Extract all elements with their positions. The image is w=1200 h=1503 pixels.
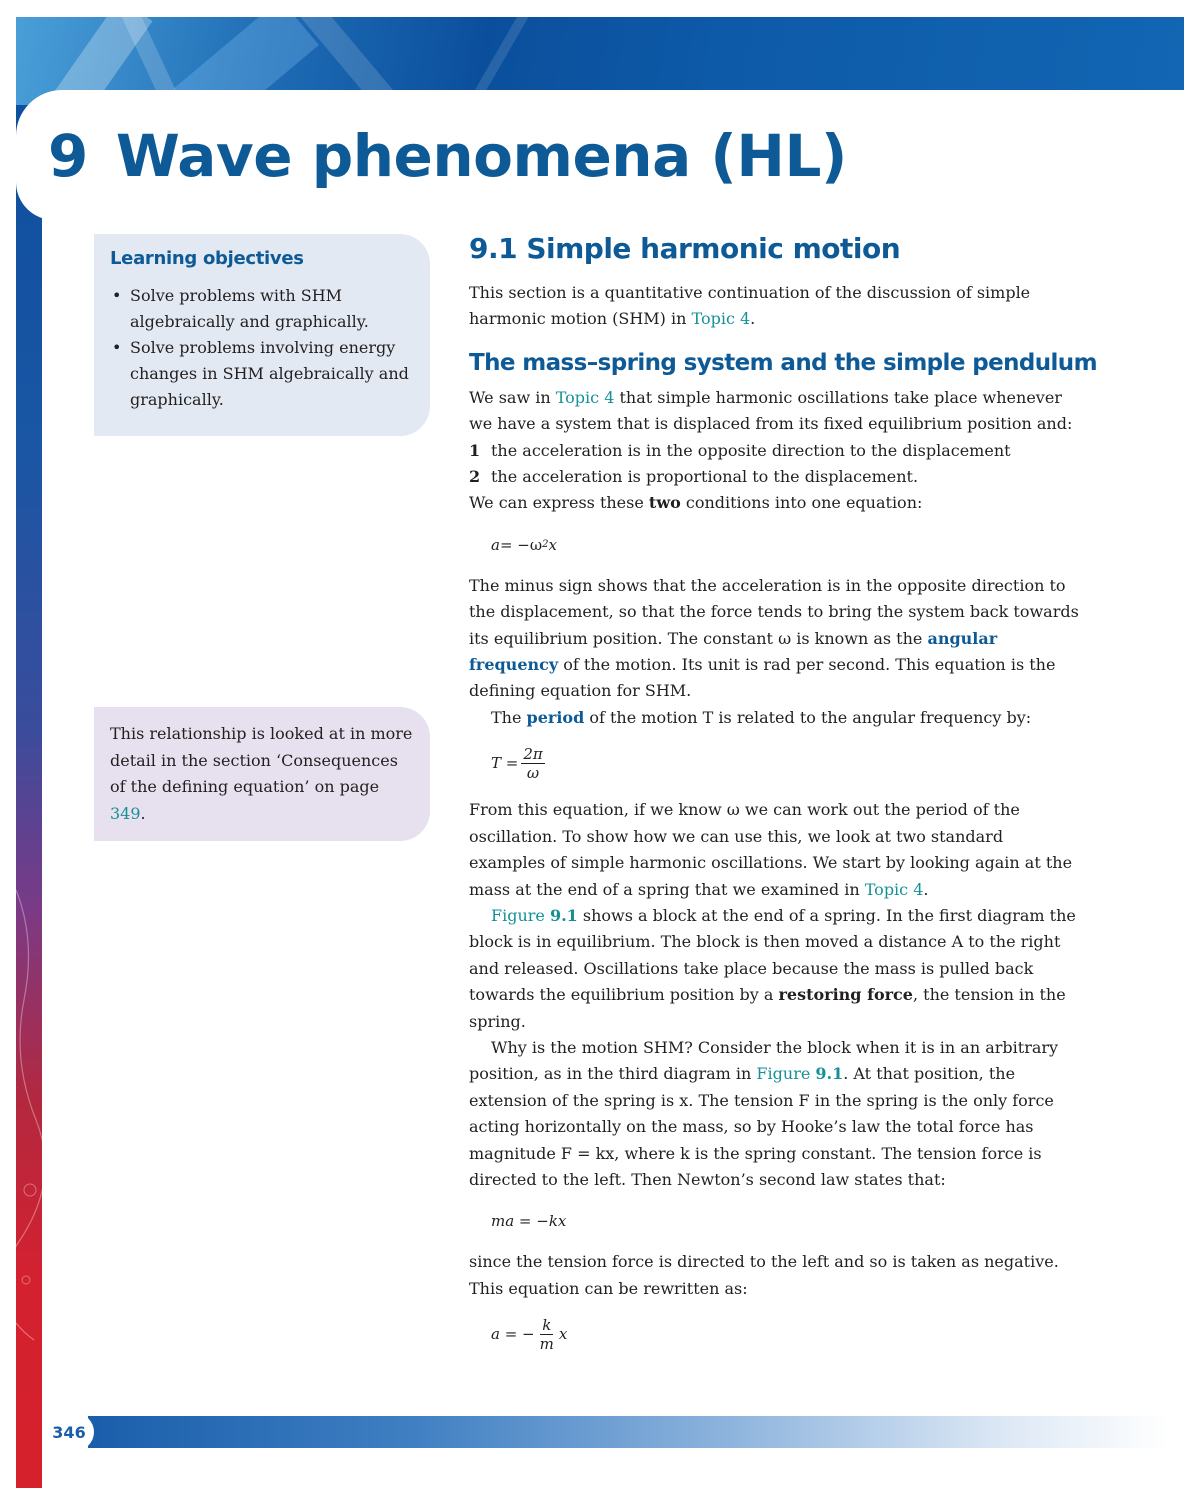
term-period: period [526, 707, 585, 727]
paragraph-1 [469, 385, 1084, 438]
intro-end: . [750, 309, 756, 329]
eq-lhs: T = [491, 754, 519, 773]
figure-link-word: Figure [491, 905, 550, 925]
condition-number: 2 [469, 467, 481, 487]
p7-text-a: Why is the motion SHM? Consider the block when it is in an arbitrary position, as in the third diagram in [469, 1037, 1059, 1084]
eq-rhs: x [548, 535, 557, 554]
term-restoring-force: restoring force [778, 985, 913, 1005]
objectives-title: Learning objectives [110, 248, 304, 269]
p1-text-b: that simple harmonic oscillations take place whenever we have a system that is displaced from its fixed equilibrium position and: [469, 387, 1073, 434]
condition-item [469, 438, 1084, 464]
topic-link[interactable]: Topic 4 [555, 387, 615, 407]
intro-text: This section is a quantitative continuation of the discussion of simple harmonic motion (SHM) in [469, 283, 1031, 329]
p7-text-b: . At that position, the extension of the spring is x. The tension F in the spring is the only force acting horizontally on the mass, so by Hooke’s law the total force has magnitude F = kx, where k is the spring constant. The tension force is directed to the left. Then Newton’s second law states that: [469, 1064, 1054, 1189]
p5-text-b: . [923, 879, 929, 899]
note-end: . [140, 803, 146, 823]
section-intro [469, 280, 1084, 333]
subsection-heading: The mass–spring system and the simple pendulum [469, 349, 1097, 376]
condition-item [469, 464, 1084, 490]
topic-link[interactable]: Topic 4 [864, 879, 924, 899]
equation-newton: ma = −kx [491, 1212, 567, 1231]
condition-number: 1 [469, 440, 481, 460]
note-text: This relationship is looked at in more detail in the section ‘Consequences of the defining equation’ on page [110, 724, 413, 796]
p6-text-a: shows a block at the end of a spring. In the first diagram the block is in equilibrium. The block is then moved a distance A to the right and released. Oscillations take place because the mass is pulled back towards the equilibrium position by a [469, 905, 1076, 1005]
paragraph-2 [469, 490, 1084, 516]
figure-link[interactable] [491, 906, 578, 925]
paragraph-8: since the tension force is directed to the left and so is taken as negative. This equation can be rewritten as: [469, 1252, 1059, 1298]
p4-text-b: of the motion T is related to the angular frequency by: [584, 707, 1032, 727]
figure-link[interactable] [756, 1064, 843, 1083]
paragraph-6 [469, 903, 1084, 1035]
eq-mid: = −ω [499, 535, 543, 554]
paragraph-4 [469, 705, 1084, 731]
p3-text-b: of the motion. Its unit is rad per second. This equation is the defining equation for SHM. [469, 655, 1056, 701]
p5-text-a: From this equation, if we know ω we can work out the period of the oscillation. To show how we can use this, we look at two standard examples of simple harmonic oscillations. We start by looking again at the mass at the end of a spring that we examined in [469, 800, 1073, 899]
paragraph-5 [469, 797, 1084, 903]
eq-lhs: a [491, 535, 500, 554]
objectives-list [110, 283, 414, 413]
paragraph-7 [469, 1035, 1084, 1193]
p3-text-a: The minus sign shows that the acceleration is in the opposite direction to the displacement, so that the force tends to bring the system back towards its equilibrium position. The constant ω is known as the [469, 575, 1079, 648]
p2-text-a: We can express these [469, 493, 649, 513]
learning-objectives-box [94, 234, 430, 436]
condition-text: the acceleration is in the opposite direction to the displacement [491, 440, 1011, 460]
fraction [538, 1316, 556, 1353]
fraction-denominator: ω [526, 763, 540, 782]
chapter-title-text: Wave phenomena (HL) [115, 122, 847, 190]
paragraph-3 [469, 573, 1084, 705]
page-number: 346 [44, 1413, 94, 1451]
fraction [521, 745, 544, 782]
objective-item: • Solve problems with SHM algebraically and graphically. [110, 283, 414, 335]
equation-shm [491, 531, 1084, 559]
main-column [469, 230, 1097, 1368]
page-ref-link[interactable]: 349 [110, 803, 141, 823]
fraction-numerator: 2π [523, 744, 543, 763]
footer-bar [88, 1416, 1168, 1448]
figure-link-word: Figure [756, 1064, 816, 1084]
eq-sup: 2 [542, 538, 549, 550]
topic-link[interactable]: Topic 4 [691, 309, 751, 329]
figure-link-number: 9.1 [815, 1064, 844, 1084]
section-heading: 9.1 Simple harmonic motion [469, 232, 901, 265]
eq-rhs: x [558, 1324, 568, 1343]
chapter-number: 9 [48, 122, 88, 190]
eq-lhs: a = − [491, 1324, 535, 1343]
p2-bold: two [648, 493, 681, 513]
p1-text-a: We saw in [469, 387, 556, 407]
p6-text-b: , the tension in the spring. [469, 985, 1066, 1031]
equation-rewritten [491, 1312, 1084, 1356]
margin-note [94, 707, 430, 841]
figure-link-number: 9.1 [549, 905, 578, 925]
term-angular-frequency: angular frequency [469, 628, 998, 675]
decorative-swirl [16, 860, 42, 1360]
fraction-numerator: k [542, 1315, 552, 1334]
p4-text-a: The [491, 707, 527, 727]
equation-period [491, 741, 1084, 785]
condition-text: the acceleration is proportional to the displacement. [491, 467, 919, 487]
objective-item: • Solve problems involving energy changes in SHM algebraically and graphically. [110, 335, 414, 413]
p2-text-b: conditions into one equation: [680, 493, 923, 513]
chapter-title [48, 122, 847, 190]
fraction-denominator: m [539, 1334, 554, 1353]
